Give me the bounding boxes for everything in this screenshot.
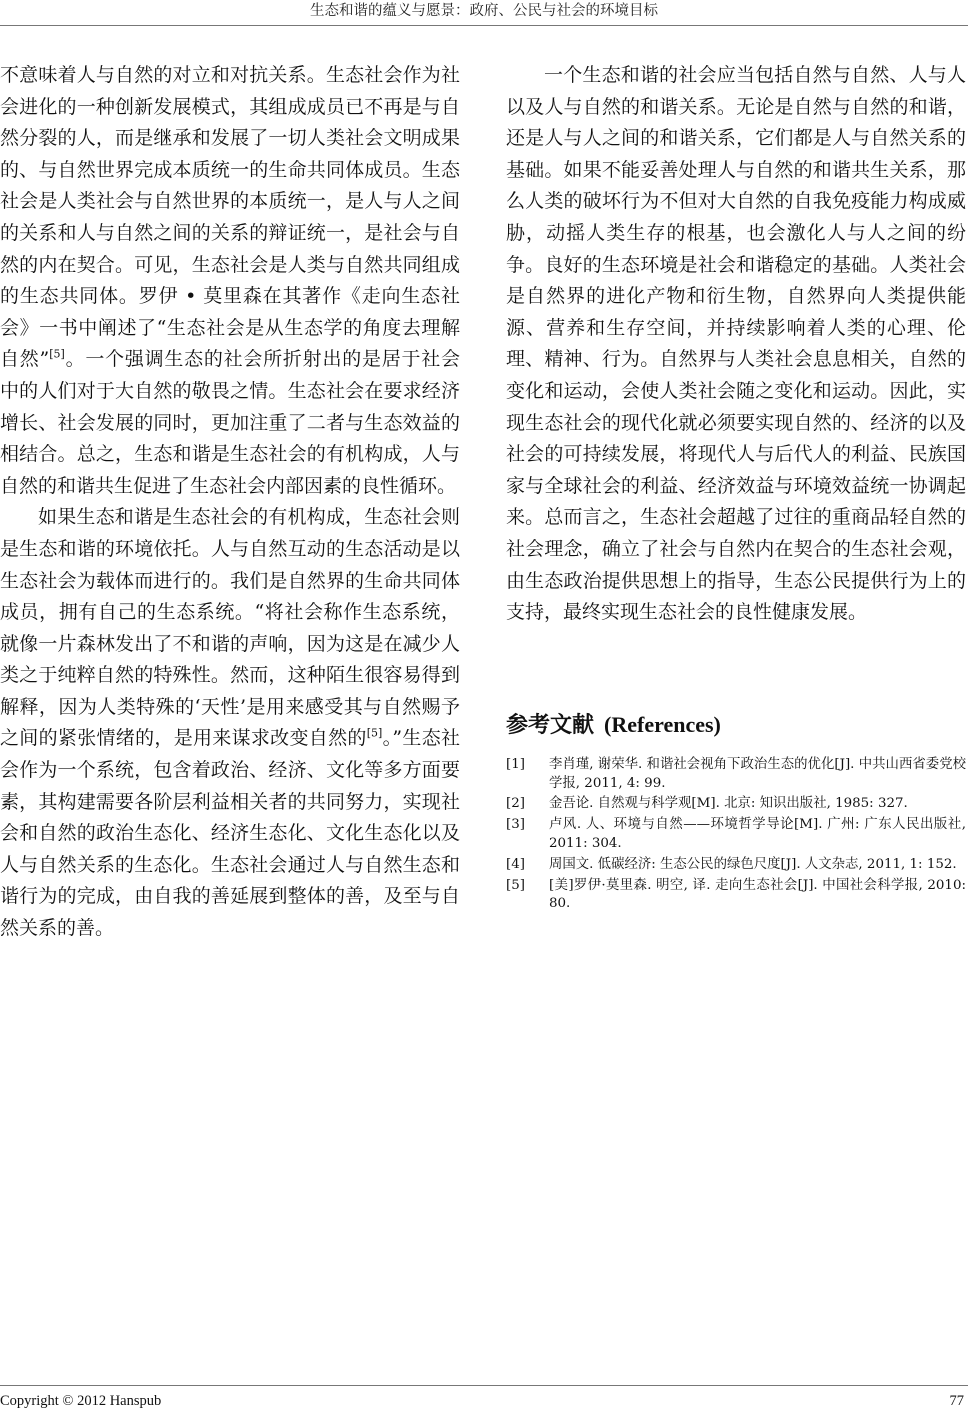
references-heading	[506, 709, 721, 742]
paragraph-text: 不意味着人与自然的对立和对抗关系。生态社会作为社会进化的一种创新发展模式，其组成成员已不再是与自然分裂的人，而是继承和发展了一切人类社会文明成果的、与自然世界完成本质统一的生命共同体成员。生态社会是人类社会与自然世界的本质统一，是人与人之间的关系和人与自然之间的关系的辩证统一，是社会与自然的内在契合。可见，生态社会是人类与自然共同组成的生态共同体。罗伊 • 莫里森在其著作《走向生态社会》一书中阐述了“生态社会是从生态学的角度去理解自然”	[0, 64, 460, 371]
reference-item	[506, 795, 966, 814]
reference-number: [1]	[506, 757, 525, 772]
left-column	[0, 60, 460, 945]
paragraph-text: 。一个强调生态的社会所折射出的是居于社会中的人们对于大自然的敬畏之情。生态社会在要求经济增长、社会发展的同时，更加注重了二者与生态效益的相结合。总之，生态和谐是生态社会的有机构成，人与自然的和谐共生促进了生态社会内部因素的良性循环。	[0, 348, 460, 497]
paragraph-text: 。”生态社会作为一个系统，包含着政治、经济、文化等多方面要素，其构建需要各阶层利益相关者的共同努力，实现社会和自然的政治生态化、经济生态化、文化生态化以及人与自然关系的生态化。生态社会通过人与自然生态和谐行为的完成，由自我的善延展到整体的善，及至与自然关系的善。	[0, 727, 460, 940]
body-paragraph-3: 一个生态和谐的社会应当包括自然与自然、人与人以及人与自然的和谐关系。无论是自然与自然的和谐，还是人与人之间的和谐关系，它们都是人与自然关系的基础。如果不能妥善处理人与自然的和谐共生关系，那么人类的破坏行为不但对大自然的自我免疫能力构成威胁，动摇人类生存的根基，也会激化人与人之间的纷争。良好的生态环境是社会和谐稳定的基础。人类社会是自然界的进化产物和衍生物，自然界向人类提供能源、营养和生存空间，并持续影响着人类的心理、伦理、精神、行为。自然界与人类社会息息相关，自然的变化和运动，会使人类社会随之变化和运动。因此，实现生态社会的现代化就必须要实现自然的、经济的以及社会的可持续发展，将现代人与后代人的利益、民族国家与全球社会的利益、经济效益与环境效益统一协调起来。总而言之，生态社会超越了过往的重商品轻自然的社会理念，确立了社会与自然内在契合的生态社会观，由生态政治提供思想上的指导，生态公民提供行为上的支持，最终实现生态社会的良性健康发展。	[506, 64, 966, 624]
references-heading-cn: 参考文献	[506, 713, 595, 738]
reference-text: 周国文. 低碳经济: 生态公民的绿色尺度[J]. 人文杂志, 2011, 1: 152.	[549, 856, 957, 872]
reference-item	[506, 856, 966, 875]
reference-number: [4]	[506, 856, 525, 872]
body-paragraph-2	[0, 502, 460, 944]
right-column	[506, 60, 966, 629]
reference-text: 卢风. 人、环境与自然——环境哲学导论[M]. 广州: 广东人民出版社, 2011: 304.	[549, 817, 966, 851]
reference-number: [3]	[506, 817, 525, 833]
reference-item	[506, 816, 966, 853]
citation-marker: [5]	[49, 348, 65, 362]
reference-number: [2]	[506, 796, 525, 812]
body-paragraph-1	[0, 60, 460, 502]
reference-text: 金吾论. 自然观与科学观[M]. 北京: 知识出版社, 1985: 327.	[549, 796, 908, 812]
running-head: 生态和谐的蕴义与愿景：政府、公民与社会的环境目标	[310, 3, 658, 19]
reference-number: [5]	[506, 877, 525, 893]
reference-list	[506, 756, 966, 916]
citation-marker: [5]	[366, 727, 383, 741]
reference-text: 李肖瑾, 谢荣华. 和谐社会视角下政治生态的优化[J]. 中共山西省委党校学报, 2011, 4: 99.	[549, 757, 966, 791]
copyright-notice: Copyright © 2012 Hanspub	[0, 1393, 162, 1409]
reference-item	[506, 756, 966, 793]
reference-text: [美]罗伊·莫里森. 明空, 译. 走向生态社会[J]. 中国社会科学报, 2010: 80.	[549, 877, 966, 912]
references-heading-en: (References)	[604, 712, 721, 737]
header-divider	[0, 25, 968, 26]
paragraph-text: 如果生态和谐是生态社会的有机构成，生态社会则是生态和谐的环境依托。人与自然互动的生态活动是以生态社会为载体而进行的。我们是自然界的生命共同体成员，拥有自己的生态系统。“将社会称作生态系统，就像一片森林发出了不和谐的声响，因为这是在减少人类之于纯粹自然的特殊性。然而，这种陌生很容易得到解释，因为人类特殊的‘天性’是用来感受其与自然赐予之间的紧张情绪的，是用来谋求改变自然的	[0, 506, 460, 750]
page-number: 77	[949, 1393, 964, 1409]
footer-divider	[0, 1385, 968, 1386]
reference-item	[506, 877, 966, 914]
